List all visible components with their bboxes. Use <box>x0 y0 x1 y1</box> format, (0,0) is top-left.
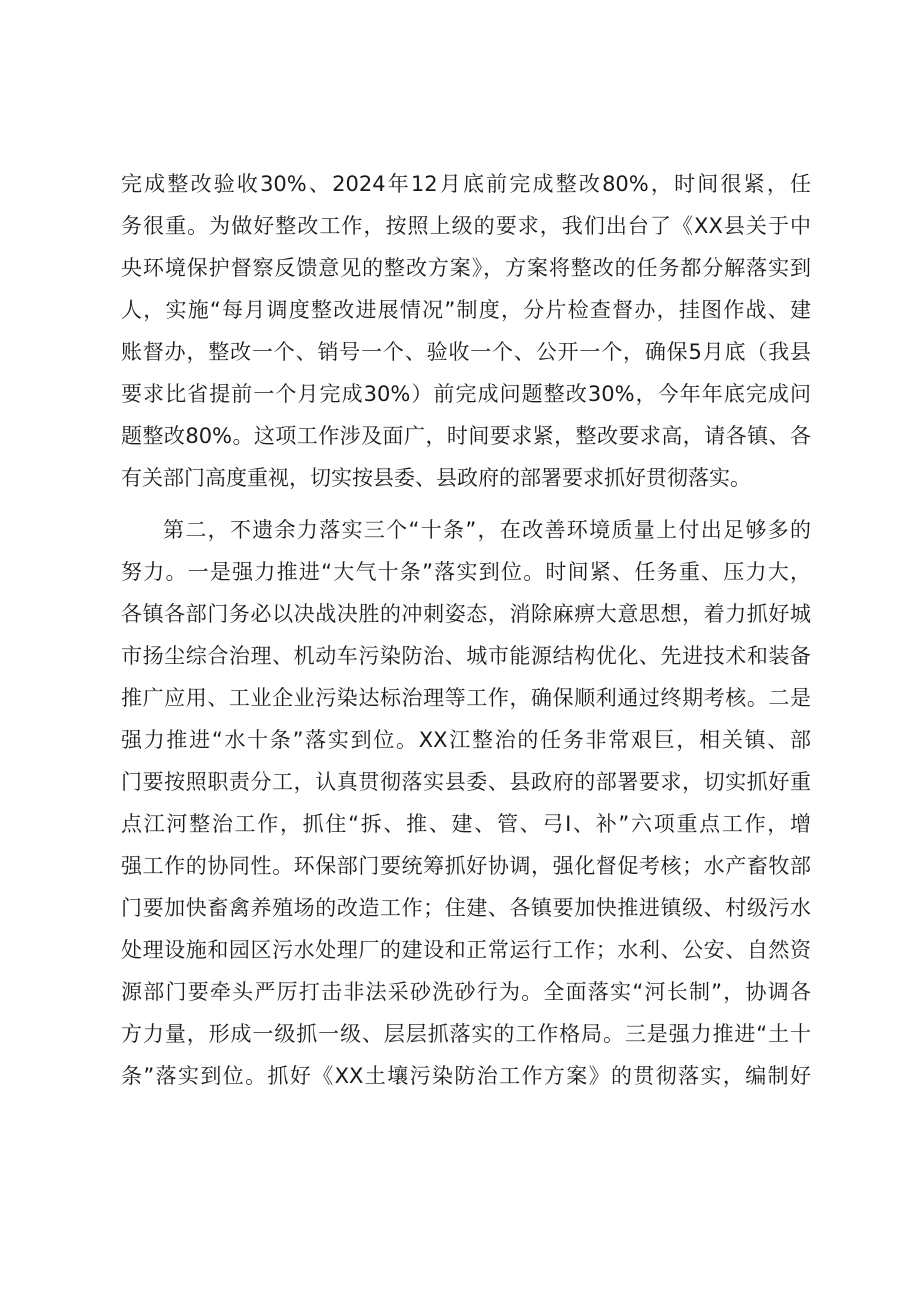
text-line: 强工作的协同性。环保部门要统筹抓好协调，强化督促考核；水产畜牧部 <box>121 854 811 878</box>
text-line: 人，实施“每月调度整改进展情况”制度，分片检查督办，挂图作战、建 <box>121 298 811 322</box>
text-line: 要求比省提前一个月完成30%）前完成问题整改30%，今年年底完成问 <box>121 382 811 406</box>
paragraph-first-line: 第二，不遗余力落实三个“十条”，在改善环境质量上付出足够多的 <box>163 518 811 542</box>
text-line: 题整改80%。这项工作涉及面广，时间要求紧，整改要求高，请各镇、各 <box>121 424 811 448</box>
text-line: 方力量，形成一级抓一级、层层抓落实的工作格局。三是强力推进“土十 <box>121 1022 811 1046</box>
text-line: 务很重。为做好整改工作，按照上级的要求，我们出台了《XX县关于中 <box>121 214 811 238</box>
text-line: 各镇各部门务必以决战决胜的冲刺姿态，消除麻痹大意思想，着力抓好城 <box>121 602 811 626</box>
text-line: 点江河整治工作，抓住“拆、推、建、管、弓I、补”六项重点工作，增 <box>121 812 811 836</box>
text-line: 市扬尘综合治理、机动车污染防治、城市能源结构优化、先进技术和装备 <box>121 644 811 668</box>
text-line: 条”落实到位。抓好《XX土壤污染防治工作方案》的贯彻落实，编制好 <box>121 1064 811 1088</box>
text-line: 门要加快畜禽养殖场的改造工作；住建、各镇要加快推进镇级、村级污水 <box>121 896 811 920</box>
text-line: 努力。一是强力推进“大气十条”落实到位。时间紧、任务重、压力大， <box>121 560 811 584</box>
text-line: 强力推进“水十条”落实到位。XX江整治的任务非常艰巨，相关镇、部 <box>121 728 811 752</box>
text-line: 央环境保护督察反馈意见的整改方案》，方案将整改的任务都分解落实到 <box>121 256 811 280</box>
text-line: 账督办，整改一个、销号一个、验收一个、公开一个，确保5月底（我县 <box>121 340 811 364</box>
text-line: 完成整改验收30%、2024年12月底前完成整改80%，时间很紧，任 <box>121 172 811 196</box>
text-line: 处理设施和园区污水处理厂的建设和正常运行工作；水利、公安、自然资 <box>121 938 811 962</box>
text-line: 推广应用、工业企业污染达标治理等工作，确保顺利通过终期考核。二是 <box>121 686 811 710</box>
text-line: 门要按照职责分工，认真贯彻落实县委、县政府的部署要求，切实抓好重 <box>121 770 811 794</box>
text-line: 源部门要牵头严厉打击非法采砂洗砂行为。全面落实“河长制”，协调各 <box>121 980 811 1004</box>
text-line: 有关部门高度重视，切实按县委、县政府的部署要求抓好贯彻落实。 <box>121 466 751 490</box>
